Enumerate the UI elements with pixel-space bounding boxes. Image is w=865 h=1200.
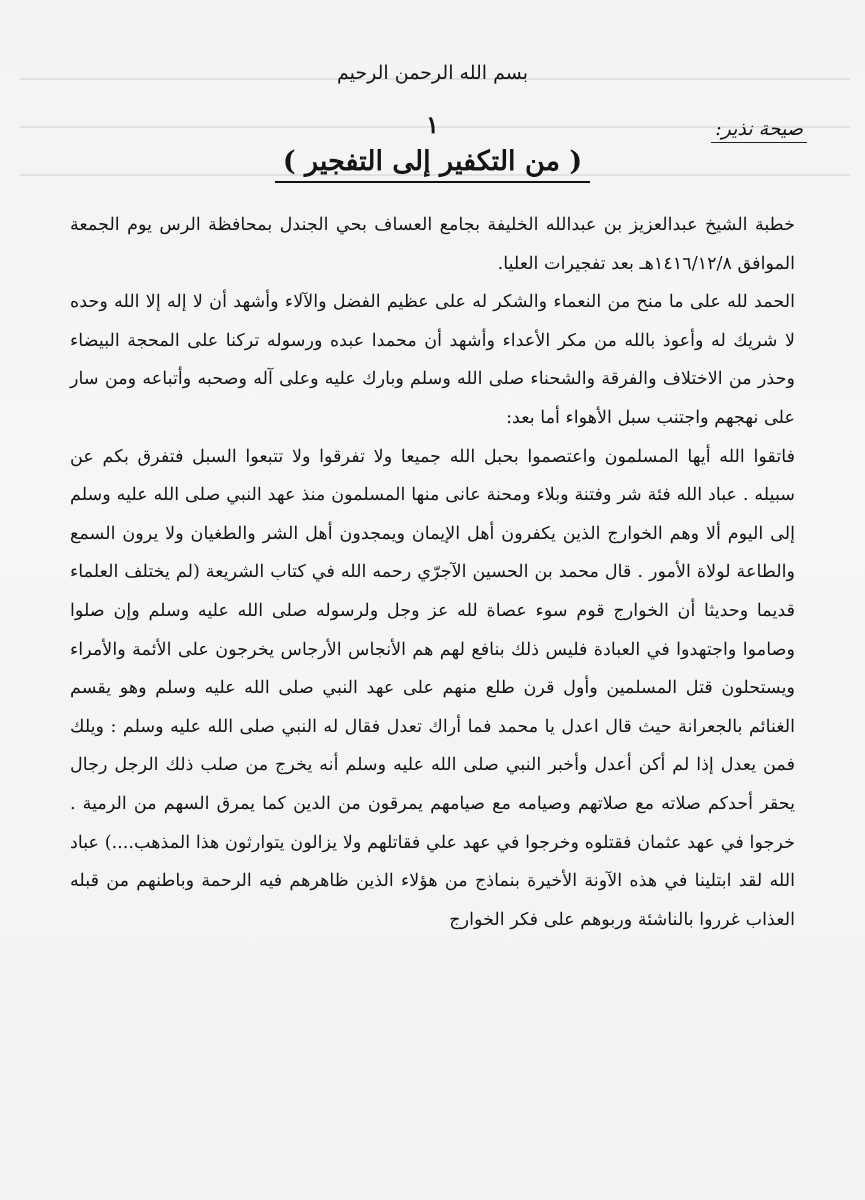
intro-paragraph: خطبة الشيخ عبدالعزيز بن عبدالله الخليفة بجامع العساف بحي الجندل بمحافظة الرس يوم الجمعة الموافق ١٤١٦/١٢/٨هـ بعد تفجيرات العليا.: [70, 215, 795, 274]
main-paragraph: فاتقوا الله أيها المسلمون واعتصموا بحبل الله جميعا ولا تفرقوا ولا تتبعوا السبل فتفرق بكم عن سبيله . عباد الله فئة شر وفتنة وبلاء ومحنة عانى منها المسلمون منذ عهد النبي صلى الله عليه وسلم إلى اليوم ألا وهم الخوارج الذين يكفرون أهل الإيمان ويمجدون أهل الشر والطغيان ولا يرون السمع والطاعة لولاة الأمور . قال محمد بن الحسين الآجرّي رحمه الله في كتاب الشريعة (لم يختلف العلماء قديما وحديثا أن الخوارج قوم سوء عصاة لله عز وجل ولرسوله صلى الله عليه وسلم وإن صلوا وصاموا واجتهدوا في العبادة فليس ذلك بنافع لهم هم الأنجاس الأرجاس يخرجون على الأئمة والأمراء ويستحلون قتل المسلمين وأول قرن طلع منهم على عهد النبي صلى الله عليه وسلم وهو يقسم الغنائم بالجعرانة حيث قال اعدل يا محمد فما أراك تعدل فقال له النبي صلى الله عليه وسلم : ويلك فمن يعدل إذا لم أكن أعدل وأخبر النبي صلى الله عليه وسلم أنه يخرج من صلب ذلك الرجل رجال يحقر أحدكم صلاته مع صلاتهم وصيامه مع صيامهم يمرقون من الدين كما يمرق السهم من الرمية . خرجوا في عهد عثمان فقتلوه وخرجوا في عهد علي فقاتلهم ولا يزالون يتوارثون هذا المذهب....) عباد الله لقد ابتلينا في هذه الآونة الأخيرة بنماذج من هؤلاء الذين ظاهرهم فيه الرحمة وباطنهم من قبله العذاب غرروا بالناشئة وربوهم على فكر الخوارج: [70, 446, 795, 930]
opening-paragraph: الحمد لله على ما منح من النعماء والشكر له على عظيم الفضل والآلاء وأشهد أن لا إله إلا الله وحده لا شريك له وأعوذ بالله من مكر الأعداء وأشهد أن محمدا عبده ورسوله تركنا على المحجة البيضاء وحذر من الاختلاف والفرقة والشحناء صلى الله وسلم وبارك عليه وعلى آله وصحبه وأتباعه ومن سار على نهجهم واجتنب سبل الأهواء أما بعد:: [70, 292, 795, 428]
title-wrapper: [0, 146, 865, 183]
sermon-title: ( من التكفير إلى التفجير ): [275, 146, 590, 183]
basmala-heading: بسم الله الرحمن الرحيم: [337, 62, 528, 84]
page-number: ١: [426, 110, 439, 139]
sermon-body: [70, 206, 795, 939]
side-note-label: صيحة نذير:: [711, 118, 807, 143]
